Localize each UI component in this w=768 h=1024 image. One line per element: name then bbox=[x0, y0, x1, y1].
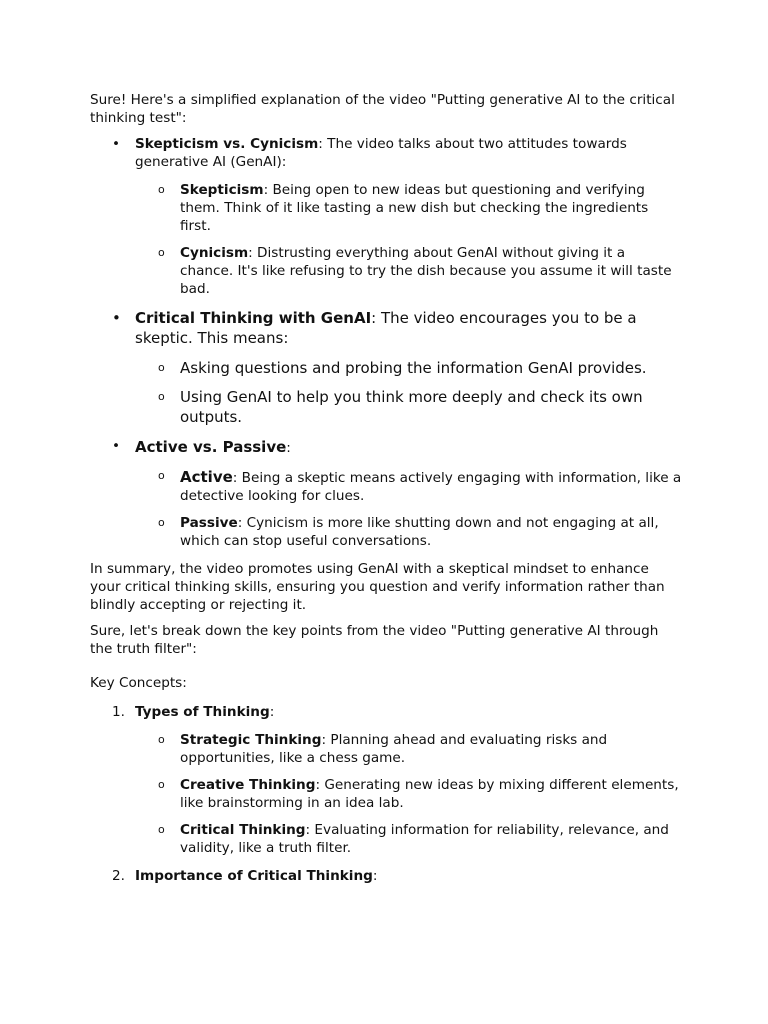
circle-marker: o bbox=[158, 183, 165, 196]
list-item-critical-thinking-with-genai bbox=[90, 308, 682, 427]
sublist-item-passive bbox=[135, 514, 682, 550]
item-text: : bbox=[269, 704, 275, 720]
subitem-text: : Being open to new ideas but questioning and verifying them. Think of it like tasting a new dish but checking the ingredients first. bbox=[180, 182, 649, 234]
subitem-text: Using GenAI to help you think more deeply and check its own outputs. bbox=[180, 388, 643, 426]
bullet-marker: • bbox=[112, 136, 121, 152]
sublist bbox=[135, 358, 682, 427]
bullet-marker: • bbox=[112, 438, 121, 454]
circle-marker: o bbox=[158, 361, 165, 374]
number-marker: 2. bbox=[112, 868, 125, 884]
sublist-item-creative-thinking bbox=[135, 776, 682, 812]
sublist-item-active bbox=[135, 467, 682, 505]
subitem-term: Active bbox=[180, 468, 233, 486]
intro2-paragraph: Sure, let's break down the key points from the video "Putting generative AI through the truth filter": bbox=[90, 623, 659, 657]
sublist bbox=[135, 467, 682, 550]
sublist-item-using-genai bbox=[135, 387, 682, 427]
intro-paragraph: Sure! Here's a simplified explanation of the video "Putting generative AI to the critical thinking test": bbox=[90, 92, 675, 126]
summary-paragraph: In summary, the video promotes using GenAI with a skeptical mindset to enhance your critical thinking skills, ensuring you question and verify information rather than blindly accepting or rejecting it. bbox=[90, 561, 665, 613]
list-item-active-vs-passive bbox=[90, 437, 682, 550]
circle-marker: o bbox=[158, 778, 165, 791]
subitem-term: Strategic Thinking bbox=[180, 732, 322, 748]
item-text: : The video talks about two attitudes towards generative AI (GenAI): bbox=[135, 136, 627, 170]
subitem-term: Skepticism bbox=[180, 182, 264, 198]
subitem-text: : Planning ahead and evaluating risks and opportunities, like a chess game. bbox=[180, 732, 608, 766]
sublist bbox=[135, 731, 682, 857]
attitudes-list bbox=[90, 135, 682, 550]
subitem-term: Passive bbox=[180, 515, 238, 531]
circle-marker: o bbox=[158, 823, 165, 836]
item-text: : bbox=[372, 868, 378, 884]
item-term: Active vs. Passive bbox=[135, 438, 287, 456]
sublist-item-critical-thinking bbox=[135, 821, 682, 857]
sublist-item-cynicism bbox=[135, 244, 682, 298]
circle-marker: o bbox=[158, 390, 165, 403]
list-item-skepticism-vs-cynicism bbox=[90, 135, 682, 298]
sublist-item-asking-questions bbox=[135, 358, 682, 378]
item-term: Skepticism vs. Cynicism bbox=[135, 136, 319, 152]
item-text: : bbox=[286, 440, 291, 456]
bullet-marker: • bbox=[112, 309, 121, 327]
item-term: Types of Thinking bbox=[135, 704, 270, 720]
subitem-text: : Cynicism is more like shutting down and not engaging at all, which can stop useful conversations. bbox=[180, 515, 659, 549]
number-marker: 1. bbox=[112, 704, 125, 720]
subitem-term: Critical Thinking bbox=[180, 822, 306, 838]
item-text: : The video encourages you to be a skeptic. This means: bbox=[135, 309, 637, 347]
circle-marker: o bbox=[158, 516, 165, 529]
key-concepts-heading: Key Concepts: bbox=[90, 675, 187, 691]
subitem-term: Creative Thinking bbox=[180, 777, 316, 793]
sublist-item-skepticism bbox=[135, 181, 682, 235]
sublist-item-strategic-thinking bbox=[135, 731, 682, 767]
list-item-importance-of-critical-thinking bbox=[90, 867, 682, 885]
circle-marker: o bbox=[158, 733, 165, 746]
circle-marker: o bbox=[158, 246, 165, 259]
subitem-text: : Evaluating information for reliability, relevance, and validity, like a truth filter. bbox=[180, 822, 669, 856]
circle-marker: o bbox=[158, 469, 165, 482]
document-page bbox=[90, 91, 682, 893]
subitem-text: Asking questions and probing the information GenAI provides. bbox=[180, 359, 647, 377]
subitem-text: : Being a skeptic means actively engaging with information, like a detective looking for clues. bbox=[180, 470, 682, 504]
subitem-text: : Distrusting everything about GenAI without giving it a chance. It's like refusing to try the dish because you assume it will taste bad. bbox=[180, 245, 672, 297]
list-item-types-of-thinking bbox=[90, 703, 682, 857]
item-term: Critical Thinking with GenAI bbox=[135, 309, 372, 327]
key-concepts-list bbox=[90, 703, 682, 885]
subitem-term: Cynicism bbox=[180, 245, 249, 261]
subitem-text: : Generating new ideas by mixing different elements, like brainstorming in an idea lab. bbox=[180, 777, 679, 811]
sublist bbox=[135, 181, 682, 298]
item-term: Importance of Critical Thinking bbox=[135, 868, 373, 884]
